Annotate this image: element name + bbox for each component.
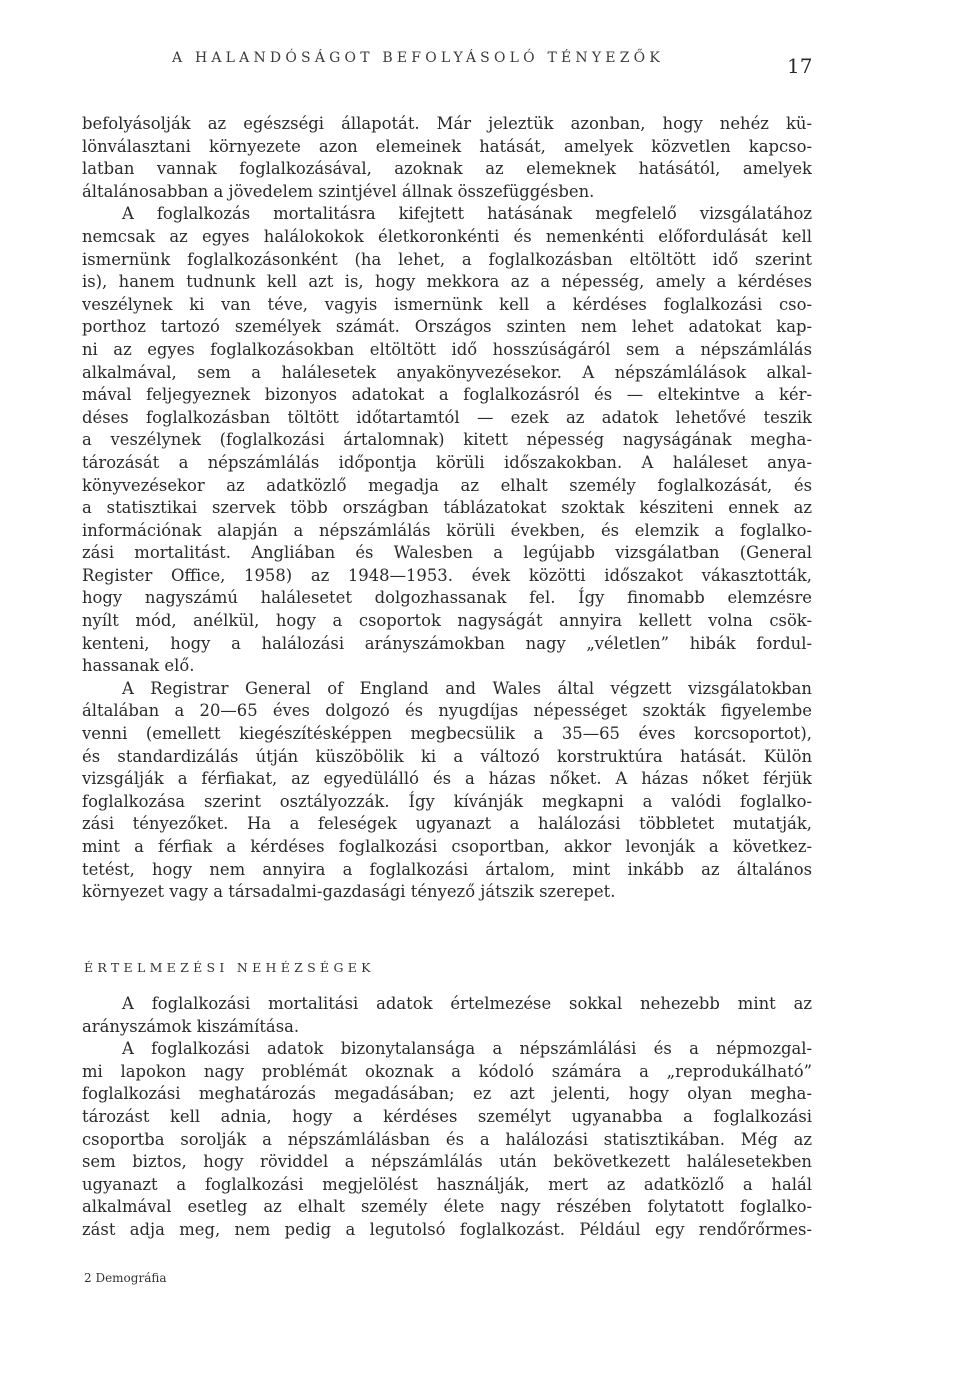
text-line: mi lapokon nagy problémát okoznak a kódoló számára a „reprodukálható”	[82, 1061, 812, 1081]
text-line: zási mortalitást. Angliában és Walesben a legújabb vizsgálatban (General	[82, 543, 812, 563]
text-line: tározást kell adnia, hogy a kérdéses személyt ugyanabba a foglalkozási	[82, 1106, 812, 1126]
text-line: és standardizálás útján küszöbölik ki a változó korstruktúra hatását. Külön	[82, 746, 812, 766]
text-line: befolyásolják az egészségi állapotát. Már jeleztük azonban, hogy nehéz kü-	[82, 114, 812, 133]
text-line: arányszámok kiszámítása.	[82, 1016, 300, 1036]
text-line: is), hanem tudnunk kell azt is, hogy mekkora az a népesség, amely a kérdéses	[82, 272, 812, 292]
text-line: a statisztikai szervek több országban táblázatokat szoktak késziteni ennek az	[82, 498, 812, 518]
text-line: vizsgálják a férfiakat, az egyedülálló és a házas nőket. A házas nőket férjük	[82, 769, 812, 789]
text-line: ismernünk foglalkozásonként (ha lehet, a foglalkozásban eltöltött idő szerint	[82, 249, 812, 269]
text-line: mával feljegyeznek bizonyos adatokat a foglalkozásról és — eltekintve a kér-	[82, 385, 812, 405]
text-line: hassanak elő.	[82, 656, 195, 676]
text-line: kenteni, hogy a halálozási arányszámokban nagy „véletlen” hibák fordul-	[82, 633, 812, 653]
text-line: általánosabban a jövedelem szintjével állnak összefüggésben.	[82, 181, 595, 201]
text-line: Register Office, 1958) az 1948—1953. évek közötti időszakot vákasztották,	[82, 565, 812, 585]
section-text-block	[82, 993, 812, 1242]
text-line: általában a 20—65 éves dolgozó és nyugdíjas népességet szokták figyelembe	[82, 701, 812, 721]
text-line: a veszélynek (foglalkozási ártalomnak) kitett népesség nagyságának megha-	[82, 430, 812, 450]
text-line: déses foglalkozásban töltött időtartamtól — ezek az adatok lehetővé teszik	[82, 407, 812, 427]
text-line: hogy nagyszámú halálesetet dolgozhassanak fel. Így finomabb elemzésre	[82, 588, 812, 608]
text-line: A foglalkozási mortalitási adatok értelmezése sokkal nehezebb mint az	[122, 994, 812, 1013]
text-line: foglalkozási meghatározás megadásában; ez azt jelenti, hogy olyan megha-	[82, 1084, 812, 1104]
text-line: porthoz tartozó személyek számát. Országos szinten nem lehet adatokat kap-	[82, 317, 812, 337]
text-line: mint a férfiak a kérdéses foglalkozási csoportban, akkor levonják a következ-	[82, 837, 812, 856]
body-text-block	[82, 113, 812, 904]
text-line: latban vannak foglalkozásával, azoknak az elemeknek hatásától, amelyek	[82, 159, 812, 179]
text-line: könyvezésekor az adatközlő megadja az elhalt személy foglalkozását, és	[82, 475, 812, 495]
section-heading: ÉRTELMEZÉSI NEHÉZSÉGEK	[84, 960, 375, 975]
text-line: tetést, hogy nem annyira a foglalkozási ártalom, mint inkább az általános	[82, 859, 812, 879]
text-line: A Registrar General of England and Wales által végzett vizsgálatokban	[122, 678, 812, 698]
text-line: csoportba sorolják a népszámlálásban és a halálozási statisztikában. Még az	[82, 1129, 812, 1149]
text-line: venni (emellett kiegészítésképpen megbecsülik a 35—65 éves korcsoportot),	[82, 724, 812, 744]
text-line: veszélynek ki van téve, vagyis ismernünk kell a kérdéses foglalkozási cso-	[82, 294, 812, 314]
text-line: zást adja meg, nem pedig a legutolsó foglalkozást. Például egy rendőrőrmes-	[82, 1219, 812, 1239]
page-number: 17	[787, 54, 813, 78]
text-line: környezet vagy a társadalmi-gazdasági tényező játszik szerepet.	[82, 882, 616, 902]
text-line: zási tényezőket. Ha a feleségek ugyanazt a halálozási többletet mutatják,	[82, 814, 812, 834]
text-line: sem biztos, hogy röviddel a népszámlálás után bekövetkezett halálesetekben	[82, 1152, 812, 1172]
text-line: ugyanazt a foglalkozási megjelölést használják, mert az adatközlő a halál	[82, 1174, 812, 1194]
text-line: alkalmával, sem a halálesetek anyakönyvezésekor. A népszámlálások alkal-	[82, 362, 812, 382]
signature-mark: 2 Demográfia	[84, 1271, 167, 1285]
text-line: lönválasztani környezete azon elemeinek hatását, amelyek közvetlen kapcso-	[82, 136, 812, 156]
text-line: foglalkozása szerint osztályozzák. Így kívánják megkapni a valódi foglalko-	[82, 791, 812, 811]
text-line: alkalmával esetleg az elhalt személy élete nagy részében folytatott foglalko-	[82, 1197, 812, 1217]
running-title: A HALANDÓSÁGOT BEFOLYÁSOLÓ TÉNYEZŐK	[172, 50, 664, 66]
text-line: ni az egyes foglalkozásokban eltöltött idő hosszúságáról sem a népszámlálás	[82, 339, 812, 359]
text-line: információnak alapján a népszámlálás körüli években, és elemzik a foglalko-	[82, 520, 812, 540]
text-line: nemcsak az egyes halálokokok életkoronkénti és nemenkénti előfordulását kell	[82, 226, 812, 246]
text-line: A foglalkozási adatok bizonytalansága a népszámlálási és a népmozgal-	[122, 1039, 812, 1059]
text-line: tározását a népszámlálás időpontja körüli időszakokban. A haláleset anya-	[82, 452, 812, 472]
text-line: A foglalkozás mortalitásra kifejtett hatásának megfelelő vizsgálatához	[122, 204, 812, 224]
text-line: nyílt mód, anélkül, hogy a csoportok nagyságát annyira kellett volna csök-	[82, 611, 812, 631]
